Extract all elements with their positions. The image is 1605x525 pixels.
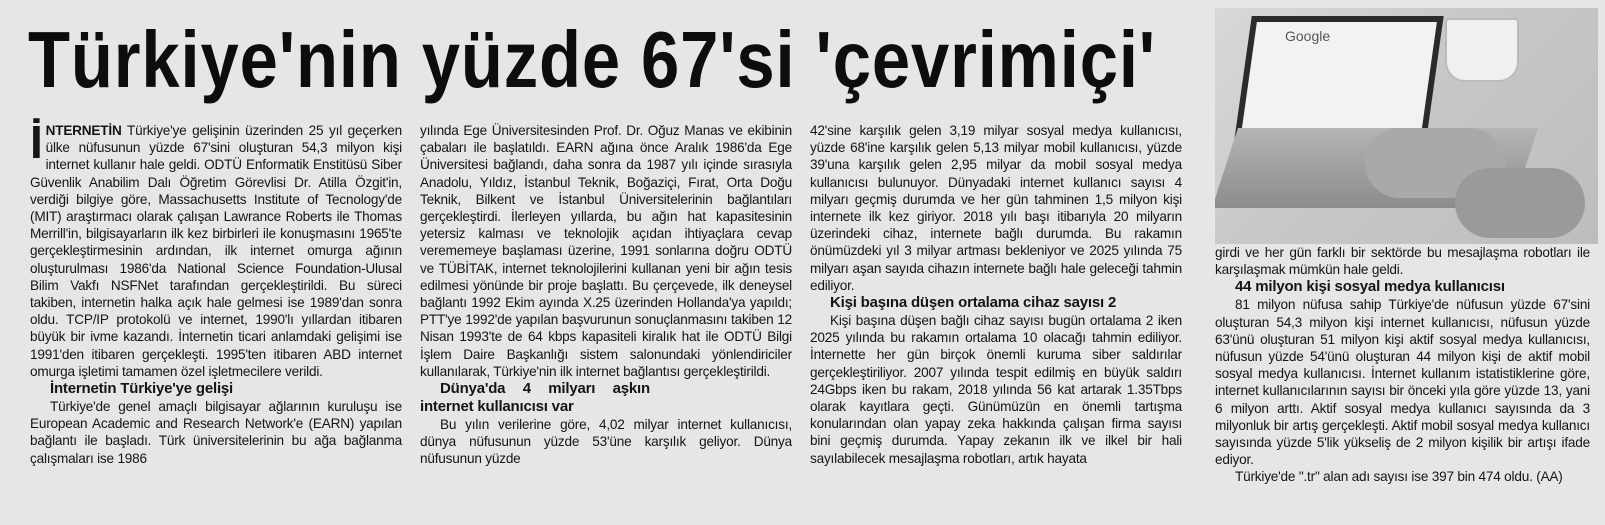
subheading: İnternetin Türkiye'ye gelişi [50,380,234,398]
paragraph: Türkiye'de genel amaçlı bilgisayar ağlarının kuruluşu ise European Academic and Research Network'e (EARN) yapılan bağlantı ile başladı. Türk üniversitelerinin bu ağa bağlanma çalışmaları ise 1986 [30,399,402,466]
column-1 [30,116,402,467]
column-2 [420,122,792,468]
drop-cap: İ [30,116,43,168]
google-logo: Google [1285,28,1331,44]
paragraph: Bu yılın verilerine göre, 4,02 milyar internet kullanıcısı, dünya nüfusunun yüzde 53'üne karşılık geliyor. Dünya nüfusunun yüzde [420,417,792,467]
column-3 [810,122,1182,467]
paragraph: yılında Ege Üniversitesinden Prof. Dr. Oğuz Manas ve ekibinin çabaları ile başlatıldı. EARN ağına önce Aralık 1986'da Ege Üniversitesi bağlandı, daha sonra da 1987 yılı içinde sırasıyla Anadolu, Yıldız, İstanbul Teknik, Boğaziçi, Fırat, Orta Doğu Teknik, Bilkent ve İstanbul Üniversitelerinin bağlantıları gerçekleştirdi. İlerleyen yıllarda, bu ağın hat kapasitesinin yetersiz kalması ve teknolojik açıdan ihtiyaçlara cevap verememeye başlaması üzerine, 1991 sonlarına doğru ODTÜ ve TÜBİTAK, internet teknolojilerini kullanan yeni bir ağın tesis edilmesi yönünde bir proje başlattı. Bu çerçevede, ilk deneysel bağlantı 1992 Ekim ayında X.25 üzerinden Hollanda'ya yapıldı; PTT'ye 1992'de yapılan başvurunun sonuçlanmasını takiben 12 Nisan 1993'te de 64 kbps kapasiteli kiralık hat ile ODTÜ Bilgi İşlem Daire Başkanlığı sistem salonundaki yönlendiriciler kullanılarak, Türkiye'nin ilk internet bağlantısı gerçekleştirildi. [420,123,792,379]
paragraph [30,116,402,380]
paragraph: 81 milyon nüfusa sahip Türkiye'de nüfusun yüzde 67'sini oluşturan 54,3 milyon kişi internet kullanıcısı, nüfusun yüzde 63'ünü oluşturan 51 milyon kişi aktif sosyal medya kullanıcısı, nüfusun yüzde 54'ünü oluşturan 44 milyon kişi de aktif mobil sosyal medya kullanıcısı. İnternet kullanım istatistiklerine göre, internet kullanıcılarının sayısı bir önceki yıla göre yüzde 13, yani 6 milyon arttı. Aktif sosyal medya kullanıcı sayısında da 3 milyonluk bir artış gerçekleşti. Aktif mobil sosyal medya kullanıcı sayısında yüzde 5'lik yükseliş de 2 milyon kişilik bir artışı ifade ediyor. [1215,297,1590,468]
laptop-photo [1215,8,1598,244]
hand-right [1455,168,1585,238]
lead-word: NTERNETİN [45,123,122,138]
headline: Türkiye'nin yüzde 67'si 'çevrimiçi' [28,15,1157,104]
mug [1445,18,1519,82]
subheading: Kişi başına düşen ortalama cihaz sayısı 2 [830,294,1117,312]
paragraph: Kişi başına düşen bağlı cihaz sayısı bugün ortalama 2 iken 2025 yılında bu rakamın ortalama 10 olacağı tahmin ediliyor. İnternette her gün birçok önemli kuruma siber saldırılar gerçekleştiriliyor. 2007 yılında tespit edilmiş en büyük saldırı 24Gbps iken bu rakam, 2018 yılında 56 kat artarak 1.35Tbps olarak kayıtlara geçti. Günümüzün en önemli tartışma konularından olan yapay zeka hakkında çalışan firma sayısı bini geçmiş durumda. Yapay zekanın ilk ve ilkel bir hali sayılabilecek mesajlaşma robotları, artık hayata [810,313,1182,466]
laptop-screen [1234,16,1443,140]
paragraph: 42'sine karşılık gelen 3,19 milyar sosyal medya kullanıcısı, yüzde 68'ine karşılık gelen 5,13 milyar mobil kullanıcısı, yüzde 39'una karşılık gelen 2,95 milyar da mobil sosyal medya kullanıcısı bulunuyor. Dünyadaki internet kullanıcı sayısı 4 milyarı geçmiş durumda ve her gün tahminen 1,5 milyon kişi internete ilk kez giriyor. 2018 yılı başı itibarıyla 20 milyarın üzerindeki cihaz, internete bağlı durumda. Bu rakamın önümüzdeki yıl 3 milyar artması bekleniyor ve 2025 yılında 75 milyarı aşan sayıda cihazın internete bağlı hale geleceği tahmin ediliyor. [810,123,1182,293]
paragraph: Türkiye'de ".tr" alan adı sayısı ise 397 bin 474 oldu. (AA) [1235,469,1563,485]
subheading: 44 milyon kişi sosyal medya kullanıcısı [1235,278,1505,296]
subheading: Dünya'da 4 milyarı aşkın internet kullanıcısı var [420,380,650,416]
column-4 [1215,244,1590,486]
paragraph: girdi ve her gün farklı bir sektörde bu mesajlaşma robotları ile karşılaşmak mümkün hale geldi. [1215,245,1590,278]
paragraph-text: Türkiye'ye gelişinin üzerinden 25 yıl geçerken ülke nüfusunun yüzde 67'sini oluşturan 54,3 milyon kişi internet kullanır hale geldi. ODTÜ Enformatik Enstitüsü Siber Güvenlik Anabilim Dalı Öğretim Görevlisi Dr. Atilla Özgit'in, verdiği bilgiye göre, Massachusetts Institute of Tecnology'de (MIT) araştırmacı olarak çalışan Lawrance Roberts ile Thomas Merrill'in, bilgisayarların ilk kez birbirleri ile konuşmasını 1965'te gerçekleştirmesinin ardından, ilk internet omurga ağının oluşturulması 1986'da National Science Foundation-Ulusal Bilim Vakfı NSFNet tarafından gerçekleştirildi. Bu süreci takiben, internetin halka açık hale gelmesi ise 1989'dan sonra oldu. TCP/IP protokolü ve internet, 1990'lı yıllardan itibaren büyük bir ivme kazandı. İnternetin ticari anlamdaki gelişimi ise 1991'den itibaren gerçekleşti. 1995'ten itibaren ABD internet omurga işletimi tamamen özel işletmecilere verildi. [30,123,402,379]
